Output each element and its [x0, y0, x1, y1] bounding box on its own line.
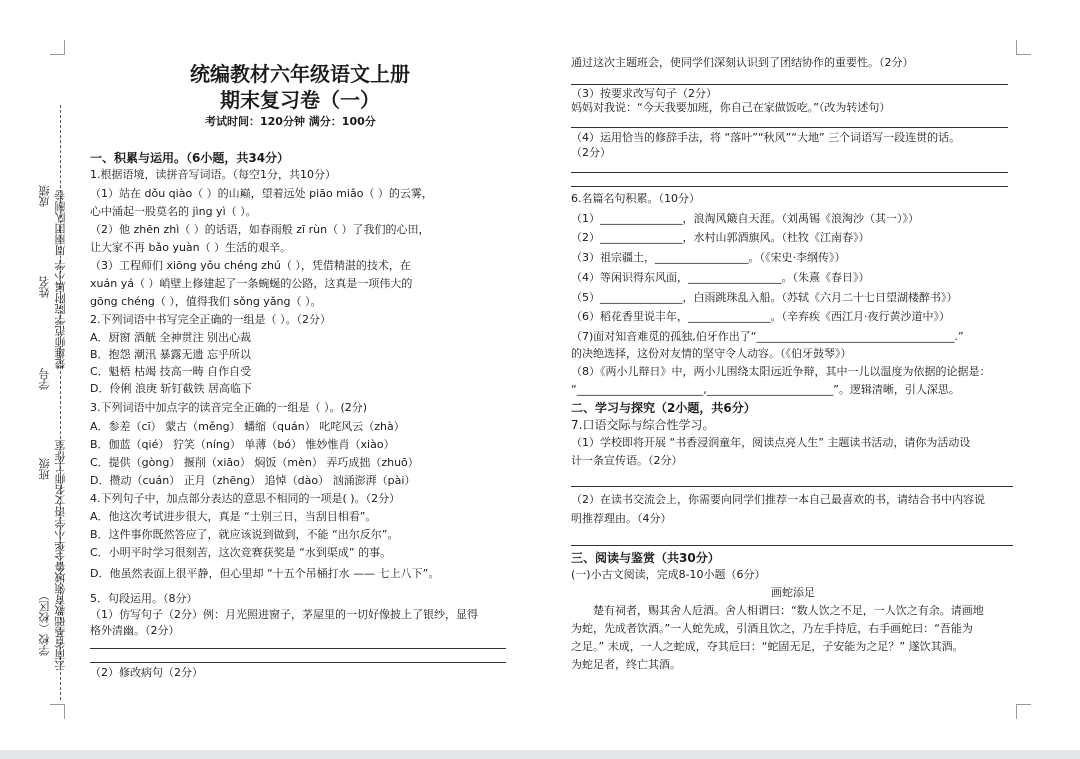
question-1-line: 心中涌起一股莫名的 jìng yì（ ）。 — [90, 205, 257, 218]
question-6-line: （7)面对知音难觅的孤独,伯牙作出了“____________________________________.” — [571, 330, 964, 343]
question-7-line: （2）在读书交流会上，你需要向同学们推荐一本自己最喜欢的书，请结合书中内容说 — [571, 493, 985, 506]
passage-line: 为蛇，先成者饮酒。”一人蛇先成，引酒且饮之，乃左手持卮，右手画蛇曰：“吾能为 — [571, 622, 973, 635]
question-5-line: 通过这次主题班会，使同学们深刻认识到了团结协作的重要性。（2分） — [571, 56, 914, 69]
question-6-line: （2）_______________，水村山郭酒旗风。（杜牧《江南春》） — [571, 231, 870, 244]
option-a: A．参差（cī） 蒙古（měng） 蟠缩（quán） 叱咤风云（zhà） — [90, 420, 405, 433]
binding-org2: 楚雄师范学院附属小学 周丽团队制卷 — [54, 190, 67, 370]
question-6-line: “_______________________,_______________________”。逻辑清晰，引人深思。 — [571, 383, 960, 396]
question-1: 1.根据语境，读拼音写词语。（每空1分，共10分） — [90, 168, 336, 181]
question-6-line: （8）《两小儿辩日》中，两小儿围绕太阳远近争辩，其中一儿以温度为依据的论据是： — [571, 365, 991, 378]
option-b: B．抱怨 潮汛 暴露无遗 忘乎所以 — [90, 348, 252, 361]
option-b: B．伽蓝（qié） 狞笑（níng） 单薄（bó） 惟妙惟肖（xiào） — [90, 438, 395, 451]
section-2-heading: 二、学习与探究（2小题，共6分） — [571, 401, 756, 415]
question-6-line: （3）祖宗疆土，_________________。（《宋史·李纲传》） — [571, 251, 846, 264]
option-d: D．他虽然表面上很平静，但心里却 “十五个吊桶打水 —— 七上八下”。 — [90, 567, 440, 580]
option-c: C．提供（gòng） 揠削（xiāo） 焖饭（mèn） 弄巧成拙（zhuō） — [90, 456, 419, 469]
binding-name: 姓名 — [38, 276, 51, 298]
binding-class: 班级 — [38, 458, 51, 480]
question-4: 4.下列句子中，加点部分表达的意思不相同的一项是( )。（2分） — [90, 492, 401, 505]
option-d: D．伶俐 浪庚 斩钉截铁 居高临下 — [90, 382, 252, 395]
question-5-line: （3）按要求改写句子（2分） — [571, 87, 717, 100]
question-1-line: （3）工程师们 xiōng yǒu chéng zhú（ ），凭借精湛的技术，在 — [90, 259, 411, 272]
question-6-line: （1）_______________，浪淘风簸自天涯。（刘禹锡《浪淘沙（其一）》） — [571, 212, 919, 225]
crop-mark — [50, 704, 65, 719]
answer-line[interactable] — [571, 186, 1008, 187]
question-6-line: （5）_______________，白雨跳珠乱入船。（苏轼《六月二十七日望湖楼醉书》） — [571, 291, 958, 304]
question-7-line: （1）学校即将开展 “书香浸润童年，阅读点亮人生” 主题读书活动，请你为活动设 — [571, 436, 971, 449]
question-1-line: gōng chéng（ ），值得我们 sǒng yǎng（ ）。 — [90, 295, 322, 308]
binding-number: 学号 — [38, 368, 51, 390]
question-6-line: 的决绝选择，这份对友情的坚守令人动容。（《伯牙鼓琴》） — [571, 347, 852, 360]
option-b: B．这件事你既然答应了，就应该说到做到，不能 “出尔反尔”。 — [90, 528, 399, 541]
question-6-line: （6）稻花香里说丰年，_______________。（辛弃疾《西江月·夜行黄沙道中》） — [571, 310, 950, 323]
question-6: 6.名篇名句积累。（10分） — [571, 192, 700, 205]
exam-title: 统编教材六年级语文上册 — [190, 62, 410, 86]
question-5-line: （1）仿写句子（2分）例：月光照进窗子，茅屋里的一切好像披上了银纱，显得 — [90, 608, 478, 621]
binding-school: 学校（校区） — [38, 590, 51, 656]
question-5-line: （4）运用恰当的修辞手法，将 “落叶”“秋风”“大地” 三个词语写一段连贯的话。 — [571, 131, 961, 144]
reading-instruction: (一)小古文阅读，完成8-10小题（6分） — [571, 568, 766, 581]
option-a: A．厨窗 酒觥 全神贯注 别出心裁 — [90, 331, 252, 344]
question-1-line: （2）他 zhēn zhì（ ）的话语，如春雨般 zī rùn（ ）了我们的心田， — [90, 223, 430, 236]
section-3-heading: 三、阅读与鉴赏（共30分） — [571, 551, 720, 565]
passage-title: 画蛇添足 — [771, 586, 815, 599]
binding-org1: 云南省基础教育领域鲁全华小学语文名师工作室 — [54, 440, 67, 671]
option-a: A．他这次考试进步很大，真是 “士别三日，当刮目相看”。 — [90, 510, 377, 523]
exam-meta: 考试时间：120分钟 满分：100分 — [205, 115, 376, 128]
question-7-line: 明推荐理由。（4分） — [571, 512, 672, 525]
section-1-heading: 一、积累与运用。（6小题，共34分） — [90, 151, 290, 165]
passage-line: 为蛇足者，终亡其酒。 — [571, 658, 681, 671]
option-c: C．魁梧 枯竭 技高一畴 自作自受 — [90, 365, 252, 378]
passage-line: 之足。” 未成，一人之蛇成，夺其卮曰：“蛇固无足，子安能为之足？” 遂饮其酒。 — [571, 640, 964, 653]
answer-line[interactable] — [571, 486, 1013, 487]
page-bottom-band — [0, 750, 1080, 759]
question-2: 2.下列词语中书写完全正确的一组是（ ）。（2分） — [90, 313, 331, 326]
crop-mark — [1016, 40, 1031, 55]
crop-mark — [1016, 704, 1031, 719]
binding-score: 成绩 — [38, 185, 51, 207]
question-1-line: 让大家不再 bǎo yuàn（ ）生活的艰辛。 — [90, 241, 292, 254]
question-5-line: 格外清幽。（2分） — [90, 624, 180, 637]
answer-line[interactable] — [90, 662, 506, 663]
answer-line[interactable] — [571, 545, 1013, 546]
answer-line[interactable] — [571, 172, 1008, 173]
question-5-line: （2分） — [571, 146, 611, 159]
option-c: C．小明平时学习很刻苦，这次竞赛获奖是 “水到渠成” 的事。 — [90, 546, 392, 559]
question-3: 3.下列词语中加点字的读音完全正确的一组是（ ）。(2分) — [90, 401, 368, 414]
option-d: D．攒动（cuán） 正月（zhēng） 追悼（dào） 汹涌澎湃（pài） — [90, 474, 416, 487]
question-1-line: （1）站在 dǒu qiào（ ）的山巅，望着远处 piāo miǎo（ ）的云雾， — [90, 187, 433, 200]
passage-line: 楚有祠者，赐其舍人卮酒。舍人相谓曰：“数人饮之不足，一人饮之有余。请画地 — [593, 604, 984, 617]
question-5-line: 妈妈对我说：“今天我要加班，你自己在家做饭吃。”（改为转述句） — [571, 101, 891, 114]
question-1-line: xuán yá（ ）峭壁上修建起了一条蜿蜒的公路，这真是一项伟大的 — [90, 277, 413, 290]
question-7-line: 计一条宣传语。（2分） — [571, 454, 683, 467]
crop-mark — [50, 40, 65, 55]
answer-line[interactable] — [571, 84, 1008, 85]
question-5: 5．句段运用。（8分） — [90, 592, 198, 605]
question-7: 7.口语交际与综合性学习。 — [571, 418, 715, 432]
question-5-line: （2）修改病句（2分） — [90, 666, 203, 679]
exam-subtitle: 期末复习卷（一） — [220, 88, 380, 112]
answer-line[interactable] — [571, 127, 1008, 128]
question-6-line: （4）等闲识得东风面，_________________。（朱熹《春日》） — [571, 271, 870, 284]
answer-line[interactable] — [90, 648, 506, 649]
